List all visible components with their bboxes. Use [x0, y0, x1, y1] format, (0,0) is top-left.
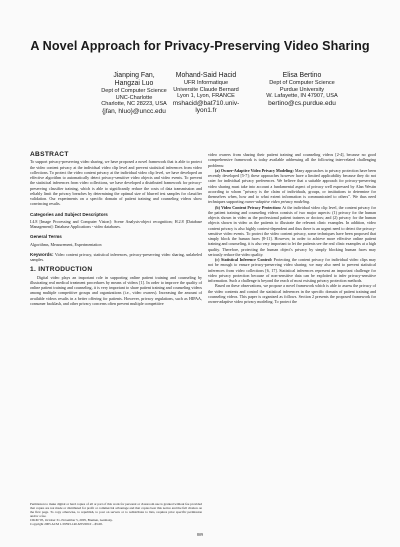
copyright-footnote — [30, 502, 202, 526]
challenge-a-italic: owner-adaptive video privacy modeling. — [244, 199, 310, 205]
challenge-a — [208, 168, 376, 205]
conference-text: CIKM '05, October 31–November 5, 2005, Bremen, Germany. — [30, 518, 113, 522]
author-email[interactable]: bertino@cs.purdue.edu — [268, 99, 336, 107]
keywords-paragraph — [30, 252, 202, 263]
abstract-heading: ABSTRACT — [30, 151, 69, 158]
challenge-a-label: (a) Owner-Adaptive Video Privacy Modeling: — [215, 167, 294, 173]
permission-text: Permission to make digital or hard copies of all or part of this work for personal or classroom use is granted without fee provided that copies are not made or distributed for profit or commercial advantage and that copies bear this notice and the full citation on the first page. To copy otherwise, to republish, to post on servers or to redistribute to lists, requires prior specific permission and/or a fee. — [30, 502, 202, 518]
author-affiliation: Charlotte, NC 28223, USA — [101, 101, 167, 108]
author-affiliation: Lyon 1, Lyon, FRANCE — [177, 93, 235, 100]
abstract-text: To support privacy-preserving video sharing, we have proposed a novel framework that is able to protect the video content privacy at the individual video clip level and prevent statistical inferences from video collections. To protect the video content privacy at the individual video clip level, we have developed an effective algorithm to automatically detect privacy-sensitive video objects and video events. To prevent the statistical inferences from video collections, we have developed a distributed framework for privacy-preserving classifier training, which is able to significantly reduce the costs of data transmission and reliably limit the privacy breaches by determining the optimal size of blurred test samples for classifier validation. Our experiments on a specific domain of patient training and counseling videos show convincing results. — [30, 159, 202, 207]
keywords-heading: Keywords: — [30, 251, 54, 257]
author-name: Elisa Bertino — [282, 72, 322, 79]
page-number: 809 — [196, 532, 204, 537]
author-block — [0, 72, 400, 122]
intro-continued: video owners from sharing their patient training and counseling videos [2-4], because no good comprehensive framework is today available addressing all the following inter-related challenging problems: — [208, 152, 376, 168]
introduction-heading: 1. INTRODUCTION — [30, 266, 93, 274]
right-column — [208, 152, 376, 304]
categories-heading: Categories and Subject Descriptors — [30, 211, 108, 217]
author-3 — [252, 72, 352, 107]
challenge-b-label: (b) Video Content Privacy Protection: — [215, 204, 282, 210]
author-affiliation: Purdue University — [279, 86, 325, 93]
author-name: Jianping Fan, — [113, 72, 155, 79]
author-affiliation: UNC-Charlotte — [115, 94, 153, 101]
challenge-c-label: (c) Statistical Inference Control: — [215, 257, 273, 262]
challenge-c — [208, 257, 376, 283]
categories-text: I.4.8 [Image Processing and Computer Vision]: Scene Analysis-object recognition; H.2.8 [Database Management]: Database Applications - video databases. — [30, 218, 202, 229]
author-affiliation: Dept of Computer Science — [269, 80, 335, 87]
challenge-b — [208, 205, 376, 258]
general-terms-text: Algorithms, Measurement, Experimentation — [30, 241, 102, 247]
author-affiliation: Dept of Computer Science — [101, 88, 167, 95]
author-affiliation: UFR Informatique — [183, 80, 229, 87]
author-name: Hangzai Luo — [114, 80, 154, 88]
author-email[interactable]: {jfan, hluo}@uncc.edu — [102, 107, 166, 115]
author-2 — [163, 72, 249, 115]
challenge-a-text: Many approaches to privacy protection have been recently developed [5-7]; these approaches however have a limited applicability because they do not cater for individual privacy preferences. We believe that a suitable approach for privacy-preserving video sharing must take into account a fundamental aspect of privacy well expressed by Alan Westin according to whom "privacy is the claim of individuals, groups, or institutions to determine for themselves when, how and to what extent information is communicated to others". We thus need techniques supporting — [208, 167, 377, 205]
author-name: Mohand-Said Hacid — [175, 72, 237, 79]
framework-overview: Based on these observations, we propose a novel framework which is able to assess the privacy of the video contents and control the statistical inferences in the specific domain of patient training and counseling videos. This paper is organized as follows. Section 2 presents the proposed framework for owner-adaptive video privacy modeling. To protect the — [208, 283, 376, 304]
general-terms-heading: General Terms — [30, 234, 62, 240]
author-affiliation: W. Lafayette, IN 47907, USA — [266, 93, 338, 100]
author-affiliation: Universite Claude Bernard — [173, 86, 239, 93]
copyright-text: Copyright 2005 ACM 1-59593-140-6/05/0010 ...$5.00. — [30, 522, 103, 526]
author-email[interactable]: mshacid@bat710.univ-lyon1.fr — [172, 99, 240, 115]
challenge-b-text: At the individual video clip level, the content privacy for the patient training and counseling videos consists of two major aspects: (1) privacy for the human objects shown in video as the professional patient trainers or doctors; and (2) privacy for the human objects shown in video as the patients to illustrate the relevant clinic examples. In addition, video content privacy is also highly context-dependent and thus there is an urgent need to detect the privacy-sensitive video events. To protect the video content privacy, some techniques have been proposed that simply block the human faces [8-11]. However, in order to achieve more effective online patient training and counseling, it is also very important to let the patients see the real clinic examples at a high quality. Therefore, protecting the human object's privacy by simply blocking human faces may seriously reduce the video quality. — [208, 204, 376, 257]
keywords-text: Video content privacy, statistical inferences, privacy-preserving video sharing, unlabeled samples. — [30, 251, 202, 262]
left-column — [30, 152, 202, 306]
introduction-text: Digital video plays an important role in supporting online patient training and counseling by illustrating real medical treatment procedures by means of videos [1]. In order to improve the quality of online patient training and counseling, it is very important to share patient training and counseling videos among multiple competitive groups and organizations (i.e., video owners). Increasing the amount of available videos results in a better offering for patients. However, privacy regulations, such as HIPAA, consumer backlash, and other privacy concerns often prevent multiple competitive — [30, 274, 202, 306]
challenge-c-text: Protecting the content privacy for individual video clips may not be enough to ensure privacy-preserving video sharing; we may also need to prevent statistical inferences from video collections [6, 17]. Statistical inferences represent an important challenge for video privacy protection because of non-sensitive data can be exploited to infer privacy-sensitive information. Such a challenge is beyond the reach of most existing privacy protection methods. — [208, 257, 376, 283]
paper-title: A Novel Approach for Privacy-Preserving Video Sharing — [30, 39, 370, 53]
